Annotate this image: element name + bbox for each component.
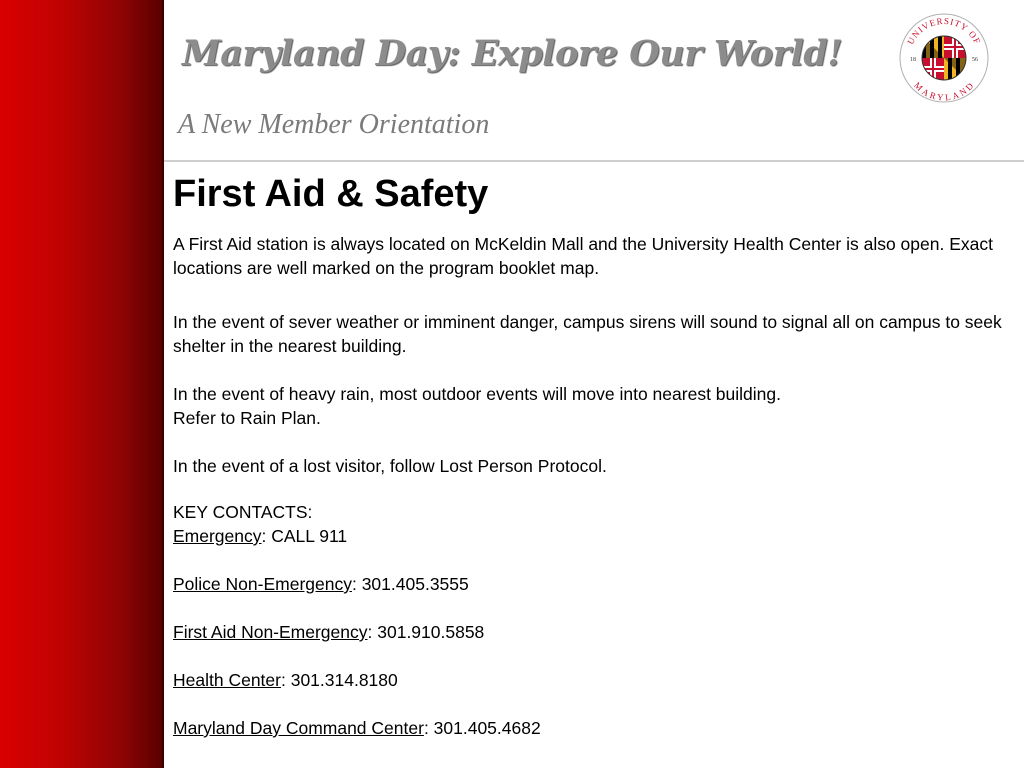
police-value: : 301.405.3555 xyxy=(351,574,469,594)
slide-title: First Aid & Safety xyxy=(173,173,489,215)
heavy-rain-paragraph: In the event of heavy rain, most outdoor events will move into nearest building. xyxy=(173,384,781,404)
contact-emergency xyxy=(173,524,1013,548)
contact-command-center xyxy=(173,716,1013,740)
red-side-bar xyxy=(0,0,162,768)
slide-content xyxy=(173,170,1013,740)
seal-year-right: 56 xyxy=(972,57,978,63)
first-aid-link[interactable]: First Aid Non-Emergency xyxy=(173,622,368,642)
contact-health-center xyxy=(173,668,1013,692)
seal-top-text: UNIVERSITY OF xyxy=(905,15,983,47)
lost-visitor-paragraph: In the event of a lost visitor, follow Lost Person Protocol. xyxy=(173,456,607,476)
seal-year-left: 18 xyxy=(910,57,916,63)
first-aid-value: : 301.910.5858 xyxy=(367,622,485,642)
university-seal-icon xyxy=(898,12,990,104)
command-center-link[interactable]: Maryland Day Command Center xyxy=(173,718,424,738)
side-bar-edge xyxy=(162,0,164,768)
rain-plan-line: Refer to Rain Plan. xyxy=(173,408,321,428)
severe-weather-paragraph: In the event of sever weather or imminent danger, campus sirens will sound to signal all on campus to seek shelter in the nearest building. xyxy=(173,312,1002,356)
key-contacts-heading: KEY CONTACTS: xyxy=(173,502,313,522)
header-title: Maryland Day: Explore Our World! xyxy=(182,33,843,74)
health-center-link[interactable]: Health Center xyxy=(173,670,281,690)
header-subtitle: A New Member Orientation xyxy=(178,109,490,140)
first-aid-paragraph: A First Aid station is always located on McKeldin Mall and the University Health Center is also open. Exact locations are well marked on the program booklet map. xyxy=(173,234,993,278)
health-center-value: : 301.314.8180 xyxy=(280,670,398,690)
contact-police xyxy=(173,572,1013,596)
contact-first-aid xyxy=(173,620,1013,644)
seal-bottom-text: MARYLAND xyxy=(912,80,976,103)
emergency-value: : CALL 911 xyxy=(261,526,348,546)
emergency-link[interactable]: Emergency xyxy=(173,526,262,546)
command-center-value: : 301.405.4682 xyxy=(423,718,541,738)
police-link[interactable]: Police Non-Emergency xyxy=(173,574,352,594)
header-divider xyxy=(164,160,1024,162)
